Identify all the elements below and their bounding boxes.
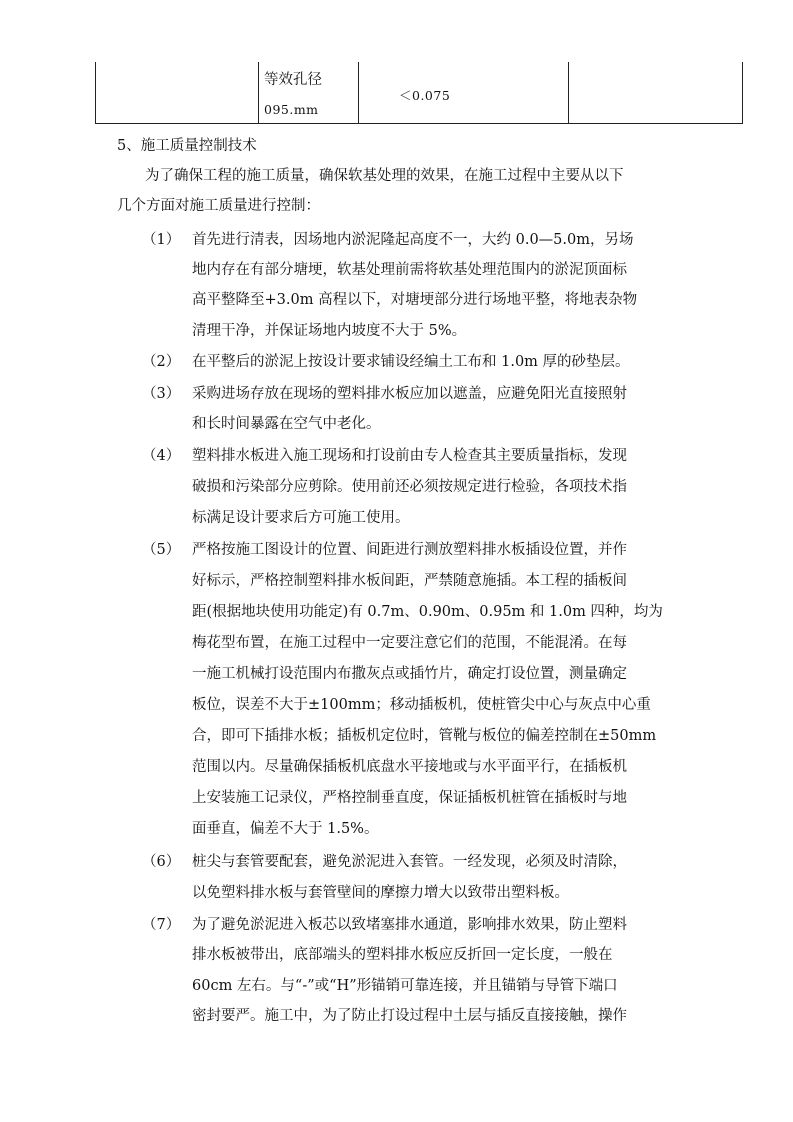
item-line: 在平整后的淤泥上按设计要求铺设经编土工布和 1.0m 厚的砂垫层。 bbox=[192, 354, 630, 370]
spec-table-fragment bbox=[95, 62, 743, 124]
item-line: 密封要严。施工中，为了防止打设过程中土层与插反直接接触，操作 bbox=[192, 1008, 627, 1024]
item-line: 梅花型布置，在施工过程中一定要注意它们的范围，不能混淆。在每 bbox=[192, 635, 627, 651]
intro-line: 几个方面对施工质量进行控制： bbox=[117, 198, 320, 214]
item-line: 地内存在有部分塘埂，软基处理前需将软基处理范围内的淤泥顶面标 bbox=[192, 262, 627, 278]
item-number: （2） bbox=[142, 354, 181, 370]
item-number: （5） bbox=[142, 542, 181, 558]
item-line: 标满足设计要求后方可施工使用。 bbox=[192, 510, 410, 526]
item-line: 破损和污染部分应剪除。使用前还必须按规定进行检验，各项技术指 bbox=[192, 479, 627, 495]
item-line: 采购进场存放在现场的塑料排水板应加以遮盖，应避免阳光直接照射 bbox=[192, 386, 627, 402]
item-line: 距(根据地块使用功能定)有 0.7m、0.90m、0.95m 和 1.0m 四种，均为 bbox=[192, 604, 663, 620]
item-line: 为了避免淤泥进入板芯以致堵塞排水通道，影响排水效果，防止塑料 bbox=[192, 917, 627, 933]
table-column-divider bbox=[358, 62, 359, 123]
item-line: 60cm 左右。与“-”或“H”形锚销可靠连接，并且锚销与导管下端口 bbox=[192, 978, 618, 994]
item-number: （7） bbox=[142, 917, 181, 933]
item-line: 清理干净，并保证场地内坡度不大于 5%。 bbox=[192, 323, 467, 339]
item-number: （1） bbox=[142, 232, 181, 248]
item-number: （3） bbox=[142, 386, 181, 402]
item-line: 一施工机械打设范围内布撒灰点或插竹片，确定打设位置，测量确定 bbox=[192, 666, 627, 682]
item-line: 桩尖与套管要配套，避免淤泥进入套管。一经发现，必须及时清除， bbox=[192, 854, 627, 870]
item-line: 面垂直，偏差不大于 1.5%。 bbox=[192, 821, 379, 837]
item-line: 首先进行清表，因场地内淤泥隆起高度不一，大约 0.0—5.0m，另场 bbox=[192, 232, 634, 248]
item-line: 上安装施工记录仪，严格控制垂直度，保证插板机桩管在插板时与地 bbox=[192, 790, 627, 806]
table-param-value: ＜0.075 bbox=[399, 88, 451, 103]
item-line: 排水板被带出，底部端头的塑料排水板应反折回一定长度，一般在 bbox=[192, 947, 613, 963]
table-column-divider bbox=[568, 62, 569, 123]
item-line: 板位，误差不大于±100mm；移动插板机，使桩管尖中心与灰点中心重 bbox=[192, 697, 651, 713]
item-line: 好标示，严格控制塑料排水板间距，严禁随意施插。本工程的插板间 bbox=[192, 573, 627, 589]
item-line: 高平整降至+3.0m 高程以下，对塘埂部分进行场地平整，将地表杂物 bbox=[192, 292, 638, 308]
table-column-divider bbox=[258, 62, 259, 123]
item-number: （4） bbox=[142, 448, 181, 464]
item-line: 严格按施工图设计的位置、间距进行测放塑料排水板插设位置，并作 bbox=[192, 542, 627, 558]
section-heading: 5、施工质量控制技术 bbox=[117, 138, 257, 154]
item-line: 以免塑料排水板与套管壁间的摩擦力增大以致带出塑料板。 bbox=[192, 885, 569, 901]
item-number: （6） bbox=[142, 854, 181, 870]
intro-line: 为了确保工程的施工质量，确保软基处理的效果，在施工过程中主要从以下 bbox=[145, 168, 624, 184]
item-line: 和长时间暴露在空气中老化。 bbox=[192, 416, 381, 432]
item-line: 范围以内。尽量确保插板机底盘水平接地或与水平面平行，在插板机 bbox=[192, 759, 627, 775]
table-param-name: 等效孔径 bbox=[264, 72, 322, 88]
item-line: 塑料排水板进入施工现场和打设前由专人检查其主要质量指标，发现 bbox=[192, 448, 627, 464]
table-param-unit: 095.mm bbox=[264, 102, 319, 117]
item-line: 合，即可下插排水板；插板机定位时，管靴与板位的偏差控制在±50mm bbox=[192, 728, 657, 744]
